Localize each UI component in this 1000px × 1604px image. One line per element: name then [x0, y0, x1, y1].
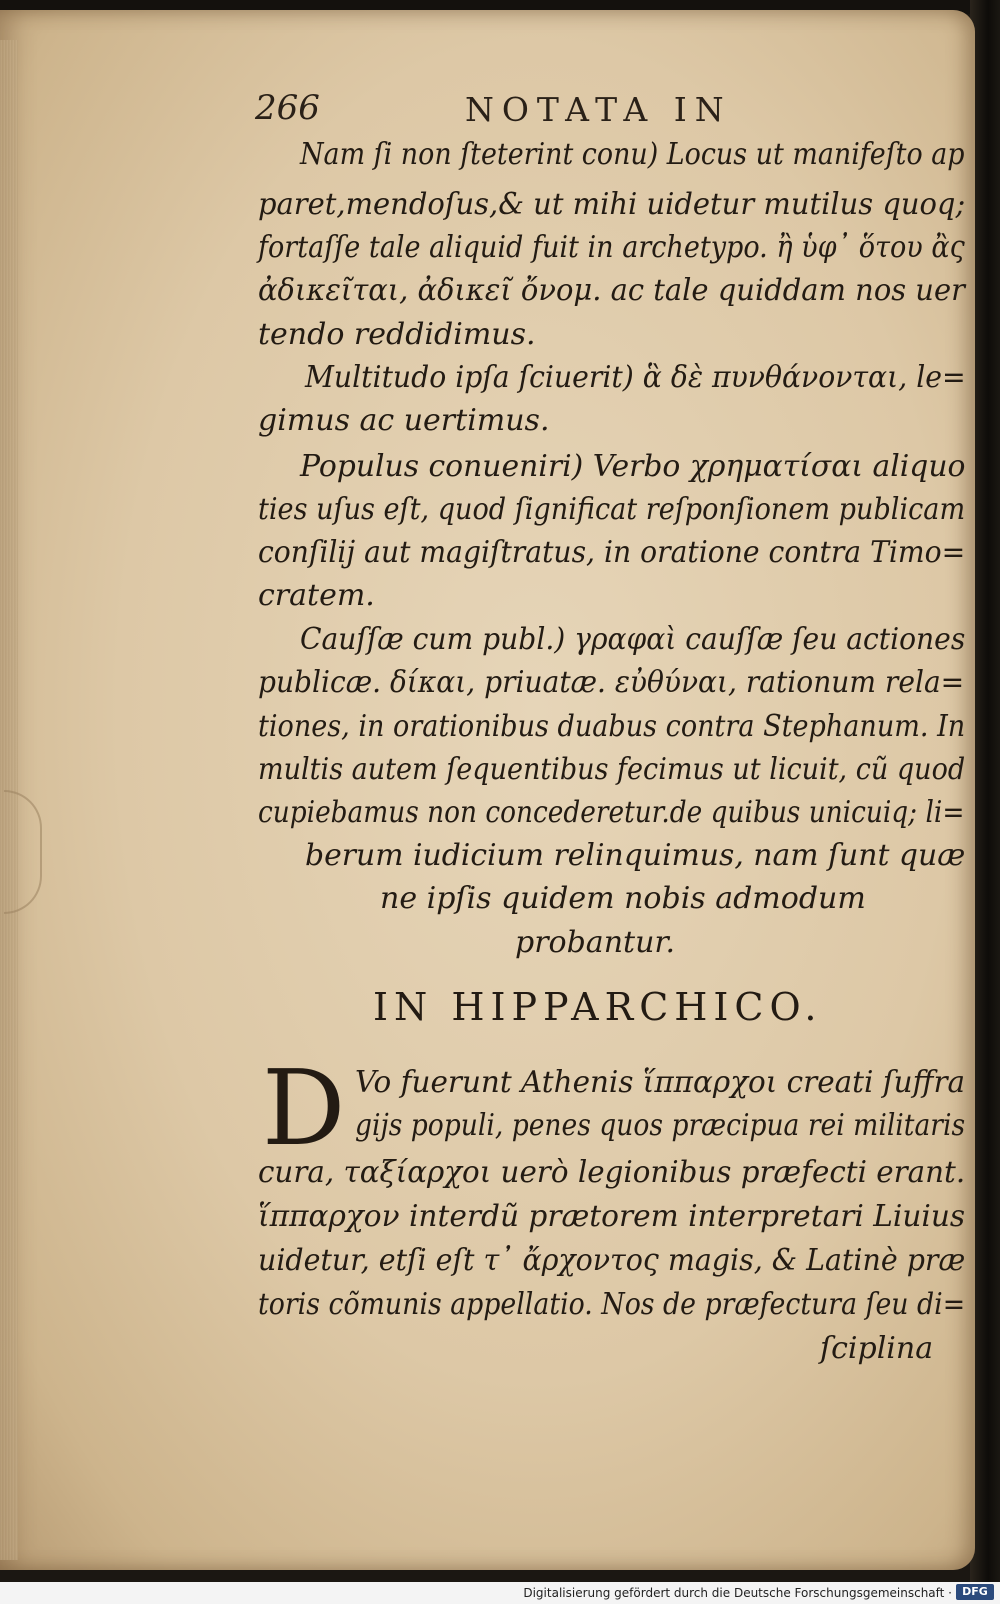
text-line: tendo reddidimus. [258, 317, 536, 352]
drop-cap: D [262, 1047, 346, 1169]
text-line: uidetur, etſi eſt τ᾿ ἄρχοντος magis, & Latinè præ [258, 1243, 966, 1278]
text-line: probantur. [515, 925, 675, 960]
text-line: Multitudo ipſa ſciuerit) ἃ δὲ πυνθάνονται, le= [305, 360, 966, 395]
text-line: ne ipſis quidem nobis admodum [380, 881, 866, 916]
text-line: toris cõmunis appellatio. Nos de præfectura ſeu di= [258, 1287, 966, 1322]
text-line: ἀδικεῖται, ἀδικεῖ ὄνομ. ac tale quiddam nos uer [258, 273, 965, 308]
text-line: fortaſſe tale aliquid fuit in archetypo. ἢ ὑφ᾿ ὅτου ἂς [258, 230, 965, 265]
text-line: cura, ταξίαρχοι uerò legionibus præfecti erant. [258, 1155, 966, 1190]
text-line: Nam ſi non ſteterint conu) Locus ut manifeſto ap [300, 137, 965, 172]
text-line: Vo fuerunt Athenis ἵππαρχοι creati ſuffra [355, 1065, 966, 1100]
dfg-logo: DFG [956, 1584, 994, 1600]
text-line: paret,mendoſus,& ut mihi uidetur mutilus quoq; [258, 187, 966, 222]
section-title: IN HIPPARCHICO. [373, 985, 823, 1029]
text-line: berum iudicium relinquimus, nam ſunt quæ [305, 838, 966, 873]
text-line: ἵππαρχον interdũ prætorem interpretari Liuius [258, 1199, 966, 1234]
text-line: cratem. [258, 578, 375, 613]
text-line: Cauſſæ cum publ.) γραφαὶ cauſſæ ſeu actiones [300, 622, 966, 657]
text-line: tiones, in orationibus duabus contra Stephanum. In [258, 709, 966, 744]
text-line: gimus ac uertimus. [258, 403, 550, 438]
text-line: gijs populi, penes quos præcipua rei militaris [355, 1108, 966, 1143]
text-line: conſilij aut magiſtratus, in oratione contra Timo= [258, 535, 966, 570]
text-line: multis autem ſequentibus fecimus ut licuit, cũ quod [258, 752, 966, 787]
text-line: ties uſus eſt, quod ſignificat reſponſionem publicam [258, 492, 966, 527]
funding-credit: Digitalisierung gefördert durch die Deutsche Forschungsgemeinschaft · [523, 1586, 952, 1600]
page-tab-mark [4, 790, 42, 914]
page-number: 266 [255, 88, 320, 128]
running-head: NOTATA IN [465, 90, 732, 129]
text-line: ſciplina [820, 1331, 934, 1366]
text-line: Populus conueniri) Verbo χρηματίσαι aliquo [300, 449, 966, 484]
text-line: publicæ. δίκαι, priuatæ. εὐθύναι, rationum rela= [258, 665, 965, 700]
page-header [255, 88, 955, 138]
text-line: cupiebamus non concederetur.de quibus unicuiq; li= [258, 795, 965, 830]
